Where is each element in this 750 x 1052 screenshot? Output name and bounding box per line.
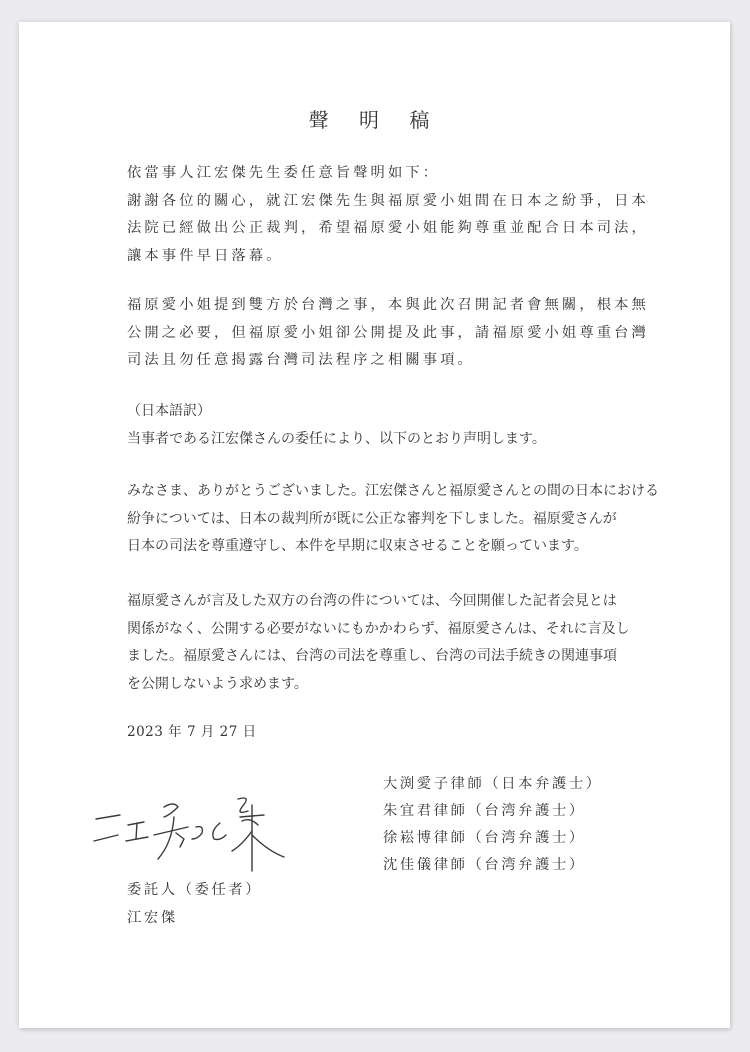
lawyer-4: 沈佳儀律師（台湾弁護士） bbox=[383, 857, 586, 873]
japanese-paragraph-2 bbox=[127, 588, 630, 698]
lawyers-list bbox=[383, 771, 603, 879]
client-block bbox=[127, 876, 262, 932]
paragraph2-line-1: 福原愛小姐提到雙方於台灣之事，本與此次召開記者會無關，根本無 bbox=[127, 297, 649, 313]
lawyer-1: 大渕愛子律師（日本弁護士） bbox=[383, 776, 603, 792]
japanese-paragraph2-line-2: 関係がなく、公開する必要がないにもかかわらず、福原愛さんは、それに言及し bbox=[127, 620, 630, 637]
paragraph2-line-3: 司法且勿任意揭露台灣司法程序之相關事項。 bbox=[127, 352, 475, 368]
intro-line bbox=[127, 160, 667, 270]
japanese-paragraph1-line-3: 日本の司法を尊重遵守し、本件を早期に収束させることを願っています。 bbox=[127, 538, 588, 554]
paragraph-2 bbox=[127, 292, 667, 375]
paragraph1-line-3: 讓本事件早日落幕。 bbox=[127, 247, 284, 264]
japanese-heading: （日本語訳） bbox=[127, 403, 211, 419]
paragraph1-line-2: 法院已經做出公正裁判，希望福原愛小姐能夠尊重並配合日本司法， bbox=[127, 220, 649, 236]
japanese-intro: 当事者である江宏傑さんの委任により、以下のとおり声明します。 bbox=[127, 430, 546, 447]
japanese-paragraph2-line-3: ました。福原愛さんには、台湾の司法を尊重し、台湾の司法手続きの関連事項 bbox=[127, 648, 617, 664]
japanese-paragraph2-line-1: 福原愛さんが言及した双方の台湾の件については、今回開催した記者会見とは bbox=[127, 593, 617, 609]
paragraph1-line-1: 謝謝各位的關心，就江宏傑先生與福原愛小姐間在日本之紛爭，日本 bbox=[127, 192, 649, 209]
japanese-paragraph1-line-2: 紛争については、日本の裁判所が既に公正な審判を下しました。福原愛さんが bbox=[127, 510, 617, 527]
paragraph2-line-2: 公開之必要，但福原愛小姐卻公開提及此事，請福原愛小姐尊重台灣 bbox=[127, 324, 649, 341]
lawyer-3: 徐崧博律師（台湾弁護士） bbox=[383, 830, 586, 846]
document-date: 2023 年 7 月 27 日 bbox=[127, 724, 257, 740]
intro-text: 依當事人江宏傑先生委任意旨聲明如下： bbox=[127, 165, 441, 181]
japanese-paragraph-1 bbox=[127, 478, 659, 561]
client-name: 江宏傑 bbox=[127, 910, 178, 926]
client-role: 委託人（委任者） bbox=[127, 882, 263, 898]
japanese-paragraph2-line-4: を公開しないよう求めます。 bbox=[127, 675, 308, 692]
lawyer-2: 朱宜君律師（台湾弁護士） bbox=[383, 803, 586, 819]
signature-icon bbox=[92, 795, 292, 875]
document-title: 聲 明 稿 bbox=[308, 108, 442, 132]
japanese-paragraph1-line-1: みなさま、ありがとうございました。江宏傑さんと福原愛さんとの間の日本における bbox=[127, 483, 659, 499]
japanese-header bbox=[127, 398, 546, 453]
